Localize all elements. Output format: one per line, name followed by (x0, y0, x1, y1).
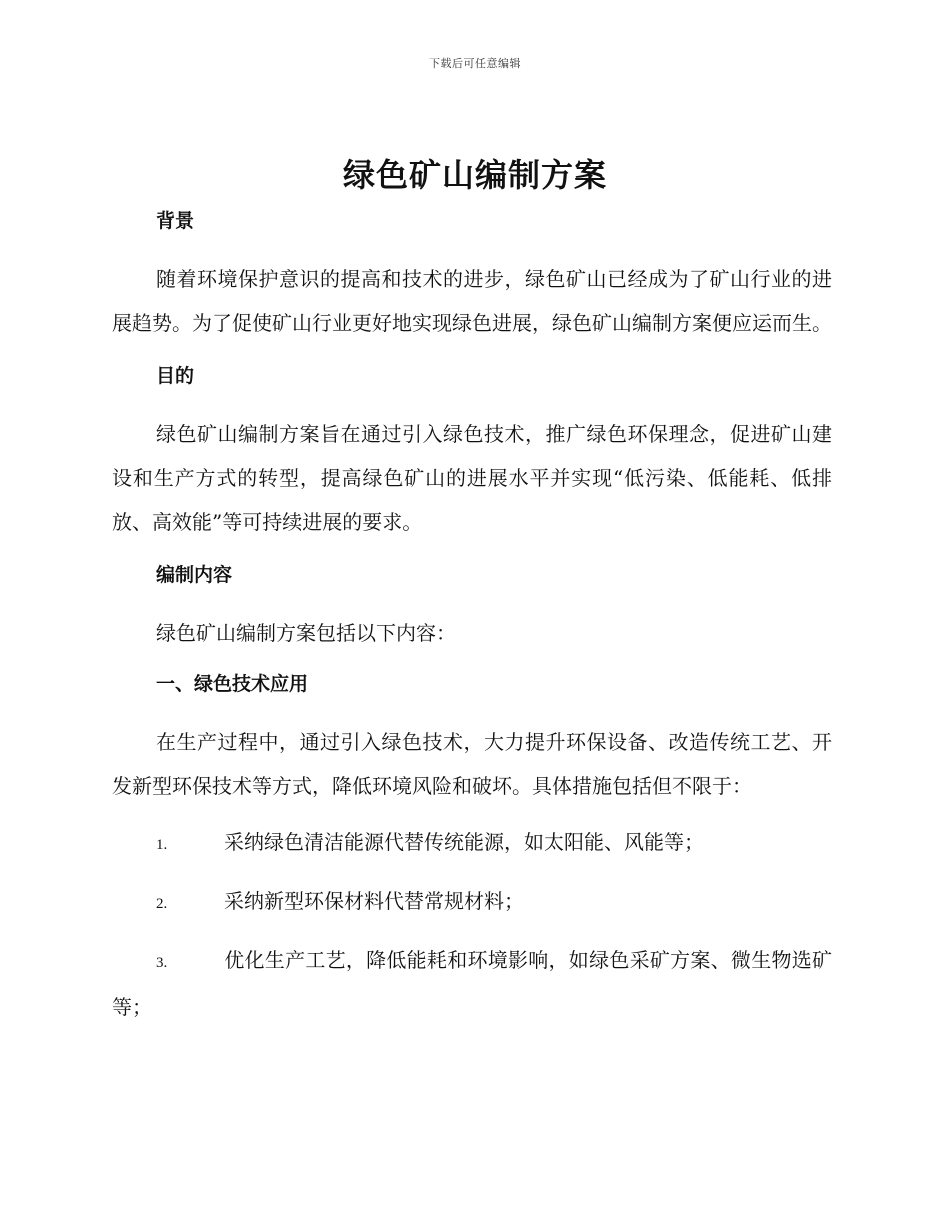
document-title: 绿色矿山编制方案 (342, 156, 607, 194)
list-item-text: 优化生产工艺，降低能耗和环境影响，如绿色采矿方案、微生物选矿等； (112, 948, 832, 1019)
header-note: 下载后可任意编辑 (429, 57, 521, 70)
paragraph-content: 绿色矿山编制方案包括以下内容： (156, 621, 456, 645)
list-item (112, 879, 832, 926)
list-number: 2. (156, 896, 168, 912)
section-heading-purpose: 目的 (156, 365, 195, 387)
list-item-text: 采纳新型环保材料代替常规材料； (224, 889, 524, 913)
list-item-text: 采纳绿色清洁能源代替传统能源，如太阳能、风能等； (224, 830, 704, 854)
section-heading-content: 编制内容 (156, 564, 233, 586)
list-number: 3. (156, 955, 168, 971)
document-body (112, 206, 832, 1029)
paragraph-background: 随着环境保护意识的提高和技术的进步，绿色矿山已经成为了矿山行业的进展趋势。为了促使矿山行业更好地实现绿色进展，绿色矿山编制方案便应运而生。 (112, 267, 832, 335)
list-item (112, 820, 832, 867)
section-heading-green-tech: 一、绿色技术应用 (156, 673, 309, 695)
list-item (112, 938, 832, 1029)
section-heading-background: 背景 (156, 210, 195, 232)
list-number: 1. (156, 837, 168, 853)
paragraph-purpose: 绿色矿山编制方案旨在通过引入绿色技术，推广绿色环保理念，促进矿山建设和生产方式的转型，提高绿色矿山的进展水平并实现“低污染、低能耗、低排放、高效能”等可持续进展的要求。 (112, 422, 832, 534)
paragraph-green-tech: 在生产过程中，通过引入绿色技术，大力提升环保设备、改造传统工艺、开发新型环保技术等方式，降低环境风险和破坏。具体措施包括但不限于： (112, 730, 832, 798)
